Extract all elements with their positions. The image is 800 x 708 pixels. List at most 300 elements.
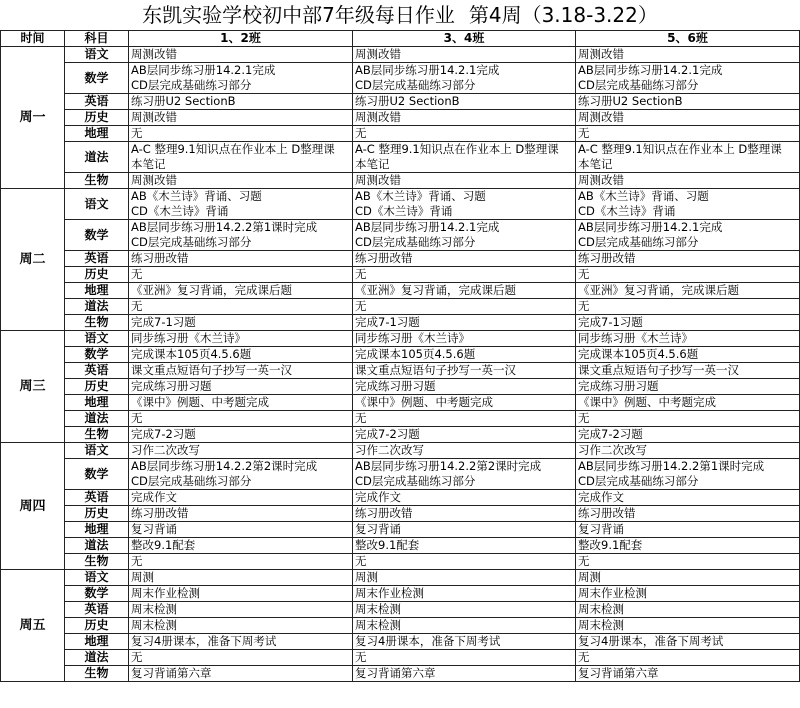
homework-text: 无 <box>578 267 590 281</box>
table-row <box>1 570 800 586</box>
subject-cell: 道法 <box>65 411 129 427</box>
homework-text: 练习册U2 SectionB <box>131 94 236 108</box>
homework-cell <box>576 189 800 220</box>
homework-cell <box>576 459 800 490</box>
homework-text: CD层完成基础练习部分 <box>131 78 252 92</box>
subject-cell: 语文 <box>65 189 129 220</box>
homework-cell <box>576 395 800 411</box>
homework-cell <box>129 602 353 618</box>
homework-table <box>0 30 800 682</box>
homework-text: 复习背诵 <box>355 522 401 536</box>
day-cell: 周四 <box>1 443 65 570</box>
homework-cell <box>129 299 353 315</box>
homework-text: 周测改错 <box>578 47 624 61</box>
homework-text: 练习册U2 SectionB <box>578 94 683 108</box>
homework-cell <box>129 522 353 538</box>
header-time: 时间 <box>1 31 65 47</box>
homework-cell <box>353 586 576 602</box>
homework-text: 课文重点短语句子抄写一英一汉 <box>131 363 292 377</box>
homework-cell <box>129 363 353 379</box>
homework-cell <box>576 650 800 666</box>
homework-text: 本笔记 <box>355 157 390 171</box>
homework-text: 无 <box>355 411 367 425</box>
homework-cell <box>576 363 800 379</box>
homework-text: AB《木兰诗》背诵、习题 <box>355 189 486 203</box>
homework-text: 复习背诵 <box>131 522 177 536</box>
homework-text: AB层同步练习册14.2.2第2课时完成 <box>355 459 542 473</box>
homework-cell <box>353 411 576 427</box>
homework-cell <box>576 427 800 443</box>
homework-cell <box>129 315 353 331</box>
table-row <box>1 110 800 126</box>
homework-cell <box>129 283 353 299</box>
homework-cell <box>353 666 576 682</box>
subject-cell: 历史 <box>65 267 129 283</box>
subject-cell: 道法 <box>65 299 129 315</box>
homework-cell <box>353 650 576 666</box>
homework-cell <box>129 220 353 251</box>
homework-text: 无 <box>578 650 590 664</box>
homework-text: CD层完成基础练习部分 <box>131 235 252 249</box>
homework-cell <box>129 570 353 586</box>
homework-cell <box>129 347 353 363</box>
homework-cell <box>353 443 576 459</box>
homework-cell <box>129 267 353 283</box>
table-row <box>1 267 800 283</box>
subject-cell: 语文 <box>65 443 129 459</box>
homework-text: CD层完成基础练习部分 <box>131 474 252 488</box>
homework-text: 无 <box>131 126 143 140</box>
homework-cell <box>576 506 800 522</box>
homework-cell <box>576 63 800 94</box>
subject-cell: 生物 <box>65 666 129 682</box>
homework-cell <box>129 379 353 395</box>
table-row <box>1 331 800 347</box>
homework-text: 周测改错 <box>131 47 177 61</box>
homework-cell <box>353 634 576 650</box>
homework-text: AB层同步练习册14.2.2第2课时完成 <box>131 459 318 473</box>
homework-text: A-C 整理9.1知识点在作业本上 D整理课 <box>578 142 782 156</box>
homework-cell <box>353 459 576 490</box>
homework-text: AB层同步练习册14.2.1完成 <box>355 220 500 234</box>
homework-text: 整改9.1配套 <box>131 538 196 552</box>
homework-cell <box>576 586 800 602</box>
homework-text: AB层同步练习册14.2.2第1课时完成 <box>578 459 765 473</box>
homework-text: 完成7-2习题 <box>131 427 196 441</box>
table-row <box>1 586 800 602</box>
homework-cell <box>576 251 800 267</box>
subject-cell: 生物 <box>65 315 129 331</box>
homework-text: 练习册改错 <box>578 251 636 265</box>
homework-cell <box>129 142 353 173</box>
table-row <box>1 490 800 506</box>
homework-cell <box>576 315 800 331</box>
subject-cell: 数学 <box>65 347 129 363</box>
homework-text: 课文重点短语句子抄写一英一汉 <box>355 363 516 377</box>
homework-text: CD《木兰诗》背诵 <box>131 204 229 218</box>
subject-cell: 生物 <box>65 554 129 570</box>
homework-cell <box>353 395 576 411</box>
homework-text: 周测 <box>578 570 601 584</box>
homework-text: 同步练习册《木兰诗》 <box>131 331 246 345</box>
homework-text: AB《木兰诗》背诵、习题 <box>578 189 709 203</box>
homework-text: CD层完成基础练习部分 <box>578 235 699 249</box>
homework-cell <box>576 379 800 395</box>
homework-cell <box>576 126 800 142</box>
homework-text: AB层同步练习册14.2.2第1课时完成 <box>131 220 318 234</box>
table-row <box>1 347 800 363</box>
homework-text: 周末检测 <box>131 618 177 632</box>
homework-text: 无 <box>578 411 590 425</box>
homework-text: 无 <box>355 650 367 664</box>
homework-cell <box>129 63 353 94</box>
subject-cell: 地理 <box>65 126 129 142</box>
homework-cell <box>353 522 576 538</box>
table-row <box>1 189 800 220</box>
table-row <box>1 459 800 490</box>
homework-text: 复习背诵第六章 <box>355 666 436 680</box>
homework-cell <box>576 602 800 618</box>
header-class-1-2: 1、2班 <box>129 31 353 47</box>
homework-text: 无 <box>355 299 367 313</box>
header-class-5-6: 5、6班 <box>576 31 800 47</box>
homework-cell <box>353 173 576 189</box>
homework-text: 无 <box>578 126 590 140</box>
homework-cell <box>353 251 576 267</box>
homework-text: 复习背诵第六章 <box>131 666 212 680</box>
homework-cell <box>129 618 353 634</box>
homework-text: 周末作业检测 <box>578 586 647 600</box>
subject-cell: 地理 <box>65 634 129 650</box>
homework-cell <box>353 363 576 379</box>
table-row <box>1 538 800 554</box>
subject-cell: 生物 <box>65 173 129 189</box>
homework-text: 完成作文 <box>355 490 401 504</box>
homework-text: 周测 <box>131 570 154 584</box>
homework-text: 周末检测 <box>131 602 177 616</box>
homework-cell <box>353 618 576 634</box>
table-row <box>1 94 800 110</box>
homework-cell <box>353 315 576 331</box>
homework-cell <box>129 173 353 189</box>
homework-text: 周末作业检测 <box>355 586 424 600</box>
homework-text: 完成练习册习题 <box>355 379 436 393</box>
table-row <box>1 618 800 634</box>
day-cell: 周三 <box>1 331 65 443</box>
homework-text: CD《木兰诗》背诵 <box>578 204 676 218</box>
homework-text: 《课中》例题、中考题完成 <box>131 395 269 409</box>
homework-text: 无 <box>578 299 590 313</box>
table-row <box>1 634 800 650</box>
homework-text: 练习册改错 <box>131 251 189 265</box>
homework-text: 周末检测 <box>355 602 401 616</box>
header-class-3-4: 3、4班 <box>353 31 576 47</box>
homework-cell <box>129 126 353 142</box>
homework-text: 完成课本105页4.5.6题 <box>131 347 252 361</box>
homework-text: 无 <box>131 650 143 664</box>
homework-text: 周末检测 <box>578 618 624 632</box>
table-row <box>1 427 800 443</box>
homework-cell <box>576 283 800 299</box>
table-row <box>1 142 800 173</box>
homework-text: AB层同步练习册14.2.1完成 <box>578 63 723 77</box>
table-row <box>1 315 800 331</box>
homework-cell <box>576 110 800 126</box>
homework-cell <box>353 299 576 315</box>
homework-text: 《亚洲》复习背诵，完成课后题 <box>355 283 516 297</box>
homework-cell <box>576 490 800 506</box>
homework-cell <box>129 586 353 602</box>
homework-cell <box>353 126 576 142</box>
homework-cell <box>353 267 576 283</box>
subject-cell: 英语 <box>65 602 129 618</box>
subject-cell: 语文 <box>65 331 129 347</box>
homework-text: 完成7-1习题 <box>131 315 196 329</box>
homework-text: CD层完成基础练习部分 <box>355 78 476 92</box>
homework-text: 完成7-2习题 <box>355 427 420 441</box>
homework-text: 完成课本105页4.5.6题 <box>578 347 699 361</box>
homework-text: AB层同步练习册14.2.1完成 <box>355 63 500 77</box>
subject-cell: 地理 <box>65 395 129 411</box>
homework-cell <box>576 618 800 634</box>
homework-cell <box>576 634 800 650</box>
homework-text: A-C 整理9.1知识点在作业本上 D整理课 <box>131 142 335 156</box>
homework-cell <box>129 490 353 506</box>
table-row <box>1 363 800 379</box>
subject-cell: 地理 <box>65 283 129 299</box>
homework-cell <box>353 379 576 395</box>
subject-cell: 道法 <box>65 142 129 173</box>
homework-cell <box>353 506 576 522</box>
homework-cell <box>129 331 353 347</box>
homework-cell <box>353 331 576 347</box>
homework-text: 无 <box>131 299 143 313</box>
homework-cell <box>353 47 576 63</box>
subject-cell: 地理 <box>65 522 129 538</box>
homework-text: AB层同步练习册14.2.1完成 <box>131 63 276 77</box>
table-row <box>1 251 800 267</box>
homework-text: 无 <box>355 267 367 281</box>
homework-text: 完成作文 <box>578 490 624 504</box>
homework-text: AB《木兰诗》背诵、习题 <box>131 189 262 203</box>
homework-text: 周末检测 <box>578 602 624 616</box>
table-row <box>1 411 800 427</box>
homework-text: 周测改错 <box>131 173 177 187</box>
homework-cell <box>353 220 576 251</box>
subject-cell: 英语 <box>65 363 129 379</box>
homework-cell <box>353 63 576 94</box>
homework-text: 《亚洲》复习背诵，完成课后题 <box>578 283 739 297</box>
subject-cell: 历史 <box>65 110 129 126</box>
homework-cell <box>353 490 576 506</box>
day-cell: 周五 <box>1 570 65 682</box>
table-row <box>1 522 800 538</box>
table-row <box>1 126 800 142</box>
homework-text: 完成课本105页4.5.6题 <box>355 347 476 361</box>
homework-text: CD层完成基础练习部分 <box>578 474 699 488</box>
homework-cell <box>576 570 800 586</box>
table-row <box>1 47 800 63</box>
table-row <box>1 443 800 459</box>
homework-cell <box>576 347 800 363</box>
homework-cell <box>576 554 800 570</box>
homework-cell <box>129 506 353 522</box>
homework-text: 周测 <box>355 570 378 584</box>
homework-cell <box>129 411 353 427</box>
homework-cell <box>129 459 353 490</box>
homework-text: 习作二次改写 <box>578 443 647 457</box>
homework-text: 同步练习册《木兰诗》 <box>355 331 470 345</box>
homework-cell <box>353 554 576 570</box>
subject-cell: 历史 <box>65 379 129 395</box>
homework-text: 练习册U2 SectionB <box>355 94 460 108</box>
subject-cell: 英语 <box>65 490 129 506</box>
table-row <box>1 299 800 315</box>
homework-text: 同步练习册《木兰诗》 <box>578 331 693 345</box>
homework-text: CD层完成基础练习部分 <box>578 78 699 92</box>
subject-cell: 历史 <box>65 506 129 522</box>
homework-text: 课文重点短语句子抄写一英一汉 <box>578 363 739 377</box>
homework-text: 无 <box>355 554 367 568</box>
homework-cell <box>353 570 576 586</box>
homework-cell <box>576 299 800 315</box>
title-text: 东凯实验学校初中部7年级每日作业 <box>142 3 455 27</box>
homework-cell <box>353 347 576 363</box>
homework-cell <box>129 251 353 267</box>
homework-cell <box>129 94 353 110</box>
homework-text: 周测改错 <box>355 110 401 124</box>
homework-cell <box>576 47 800 63</box>
homework-cell <box>353 602 576 618</box>
homework-text: 周测改错 <box>355 173 401 187</box>
homework-cell <box>129 650 353 666</box>
homework-cell <box>129 538 353 554</box>
homework-cell <box>576 538 800 554</box>
table-row <box>1 379 800 395</box>
homework-text: 无 <box>131 554 143 568</box>
homework-cell <box>353 427 576 443</box>
homework-text: 完成7-1习题 <box>578 315 643 329</box>
subject-cell: 英语 <box>65 94 129 110</box>
week-text: 第4周（3.18-3.22） <box>468 3 658 27</box>
homework-text: 练习册改错 <box>355 506 413 520</box>
homework-cell <box>576 94 800 110</box>
homework-text: 复习背诵 <box>578 522 624 536</box>
subject-cell: 英语 <box>65 251 129 267</box>
homework-text: 周末作业检测 <box>131 586 200 600</box>
homework-text: 习作二次改写 <box>355 443 424 457</box>
homework-cell <box>576 666 800 682</box>
homework-text: 周测改错 <box>578 110 624 124</box>
homework-text: 本笔记 <box>578 157 613 171</box>
homework-text: 无 <box>131 267 143 281</box>
homework-cell <box>129 110 353 126</box>
homework-text: 习作二次改写 <box>131 443 200 457</box>
homework-text: 完成7-2习题 <box>578 427 643 441</box>
table-row <box>1 506 800 522</box>
homework-cell <box>129 189 353 220</box>
homework-cell <box>129 395 353 411</box>
subject-cell: 生物 <box>65 427 129 443</box>
homework-cell <box>353 189 576 220</box>
table-row <box>1 666 800 682</box>
homework-text: 复习4册课本，准备下周考试 <box>131 634 277 648</box>
homework-cell <box>129 554 353 570</box>
table-row <box>1 173 800 189</box>
homework-text: 《课中》例题、中考题完成 <box>578 395 716 409</box>
homework-cell <box>353 538 576 554</box>
homework-text: 练习册改错 <box>131 506 189 520</box>
homework-cell <box>576 220 800 251</box>
homework-text: 完成练习册习题 <box>578 379 659 393</box>
homework-text: 复习背诵第六章 <box>578 666 659 680</box>
homework-text: A-C 整理9.1知识点在作业本上 D整理课 <box>355 142 559 156</box>
table-row <box>1 650 800 666</box>
homework-cell <box>129 634 353 650</box>
homework-cell <box>576 173 800 189</box>
homework-cell <box>129 666 353 682</box>
homework-cell <box>576 267 800 283</box>
homework-cell <box>576 331 800 347</box>
subject-cell: 数学 <box>65 220 129 251</box>
homework-text: 完成练习册习题 <box>131 379 212 393</box>
homework-text: 复习4册课本，准备下周考试 <box>578 634 724 648</box>
homework-cell <box>129 427 353 443</box>
homework-text: 周测改错 <box>578 173 624 187</box>
homework-cell <box>129 443 353 459</box>
subject-cell: 数学 <box>65 63 129 94</box>
header-subject: 科目 <box>65 31 129 47</box>
table-row <box>1 395 800 411</box>
header-row <box>1 31 800 47</box>
homework-text: 周测改错 <box>355 47 401 61</box>
homework-text: 周末检测 <box>355 618 401 632</box>
homework-cell <box>576 443 800 459</box>
homework-text: CD层完成基础练习部分 <box>355 235 476 249</box>
table-row <box>1 63 800 94</box>
subject-cell: 道法 <box>65 538 129 554</box>
homework-text: CD《木兰诗》背诵 <box>355 204 453 218</box>
homework-text: 整改9.1配套 <box>578 538 643 552</box>
homework-cell <box>576 411 800 427</box>
table-row <box>1 220 800 251</box>
homework-text: 周测改错 <box>131 110 177 124</box>
homework-text: 《课中》例题、中考题完成 <box>355 395 493 409</box>
homework-cell <box>353 142 576 173</box>
homework-text: 无 <box>578 554 590 568</box>
homework-text: AB层同步练习册14.2.1完成 <box>578 220 723 234</box>
subject-cell: 历史 <box>65 618 129 634</box>
homework-cell <box>576 522 800 538</box>
day-cell: 周二 <box>1 189 65 331</box>
homework-text: 无 <box>355 126 367 140</box>
subject-cell: 数学 <box>65 586 129 602</box>
subject-cell: 语文 <box>65 570 129 586</box>
homework-cell <box>353 110 576 126</box>
subject-cell: 语文 <box>65 47 129 63</box>
homework-cell <box>353 94 576 110</box>
table-row <box>1 283 800 299</box>
subject-cell: 数学 <box>65 459 129 490</box>
table-row <box>1 602 800 618</box>
homework-text: 练习册改错 <box>578 506 636 520</box>
homework-text: 《亚洲》复习背诵，完成课后题 <box>131 283 292 297</box>
homework-text: 练习册改错 <box>355 251 413 265</box>
homework-text: 复习4册课本，准备下周考试 <box>355 634 501 648</box>
page-title <box>0 0 800 30</box>
homework-text: CD层完成基础练习部分 <box>355 474 476 488</box>
day-cell: 周一 <box>1 47 65 189</box>
